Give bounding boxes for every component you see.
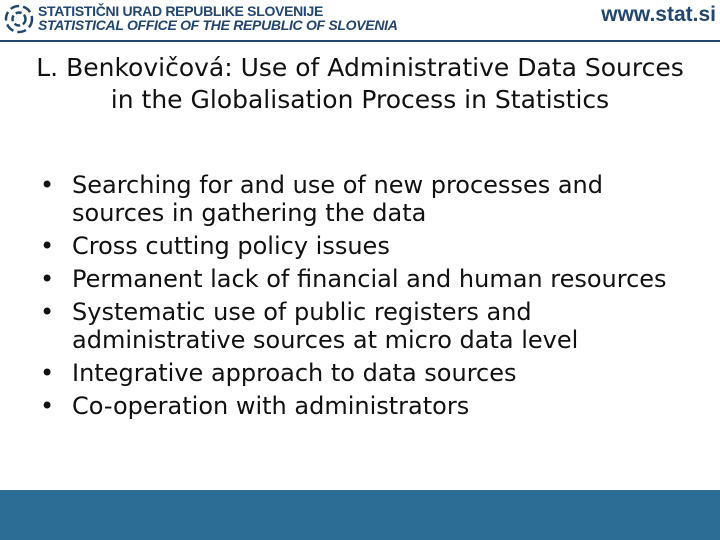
slide-title: L. Benkovičová: Use of Administrative Data Sources in the Globalisation Process in Statistics: [36, 53, 684, 114]
bullet-text: Searching for and use of new processes and sources in gathering the data: [72, 171, 603, 227]
bullet-item: [40, 298, 690, 354]
bullet-list: [40, 171, 690, 425]
bullet-item: [40, 392, 690, 420]
bullet-text: Systematic use of public registers and administrative sources at micro data level: [72, 298, 579, 354]
bullet-text: Integrative approach to data sources: [72, 359, 517, 387]
bullet-dot: •: [40, 232, 55, 260]
bullet-item: [40, 359, 690, 387]
sors-logo-icon: [4, 4, 34, 34]
bullet-item: [40, 171, 690, 227]
bullet-dot: •: [40, 359, 55, 387]
bullet-item: [40, 265, 690, 293]
bullet-dot: •: [40, 298, 55, 326]
org-name-english: STATISTICAL OFFICE OF THE REPUBLIC OF SLOVENIA: [38, 17, 398, 33]
org-name-slovene: STATISTIČNI URAD REPUBLIKE SLOVENIJE: [38, 3, 324, 19]
header-divider: [0, 40, 720, 42]
slide-header: [0, 0, 720, 40]
website-url[interactable]: www.stat.si: [601, 3, 716, 26]
bullet-text: Co-operation with administrators: [72, 392, 470, 420]
bullet-text: Permanent lack of financial and human resources: [72, 265, 667, 293]
bullet-dot: •: [40, 392, 55, 420]
bullet-dot: •: [40, 265, 55, 293]
bullet-text: Cross cutting policy issues: [72, 232, 390, 260]
bullet-item: [40, 232, 690, 260]
bullet-dot: •: [40, 171, 55, 199]
footer-bar: [0, 490, 720, 540]
